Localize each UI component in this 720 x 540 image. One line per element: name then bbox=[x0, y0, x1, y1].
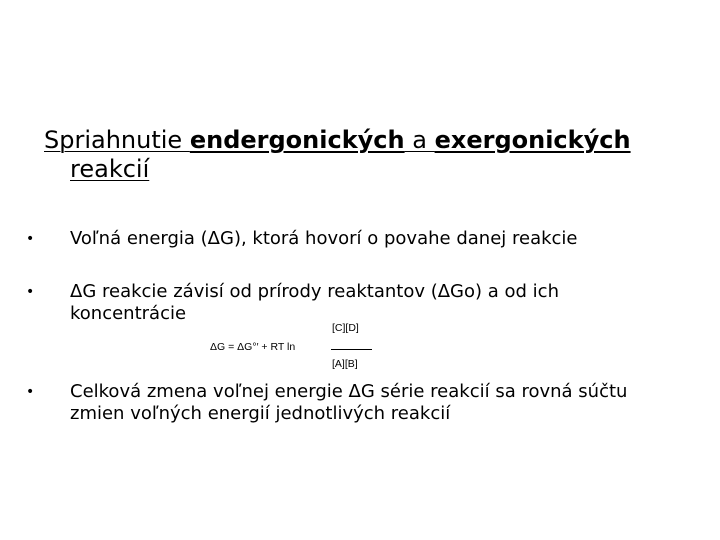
slide-title bbox=[44, 126, 664, 184]
fraction-bar bbox=[331, 349, 372, 350]
bullet-text: Celková zmena voľnej energie ΔG série reakcií sa rovná súčtu zmien voľných energií jednotlivých reakcií bbox=[70, 381, 628, 424]
bullet-total-change bbox=[26, 381, 666, 425]
equation-numerator: [C][D] bbox=[332, 322, 359, 334]
bullet-text: ΔG reakcie závisí od prírody reaktantov (ΔGo) a od ich koncentrácie bbox=[70, 281, 559, 324]
bullet-marker: • bbox=[26, 231, 35, 247]
title-prefix: Spriahnutie bbox=[44, 126, 190, 154]
title-conjunction: a bbox=[404, 126, 435, 154]
equation-denominator: [A][B] bbox=[332, 358, 358, 370]
title-line-1 bbox=[44, 126, 664, 155]
title-line-2 bbox=[44, 155, 664, 184]
equation-lhs: ΔG = ΔG°′ + RT ln bbox=[210, 341, 296, 353]
title-term-exergonic: exergonických bbox=[434, 126, 631, 154]
gibbs-equation bbox=[200, 320, 400, 376]
title-term-endergonic: endergonických bbox=[189, 126, 405, 154]
bullet-marker: • bbox=[26, 284, 35, 300]
bullet-dependence bbox=[26, 281, 666, 325]
bullet-marker: • bbox=[26, 384, 35, 400]
bullet-text: Voľná energia (ΔG), ktorá hovorí o povahe danej reakcie bbox=[70, 228, 578, 249]
bullet-free-energy bbox=[26, 228, 666, 250]
title-reactions: reakcií bbox=[70, 155, 150, 183]
